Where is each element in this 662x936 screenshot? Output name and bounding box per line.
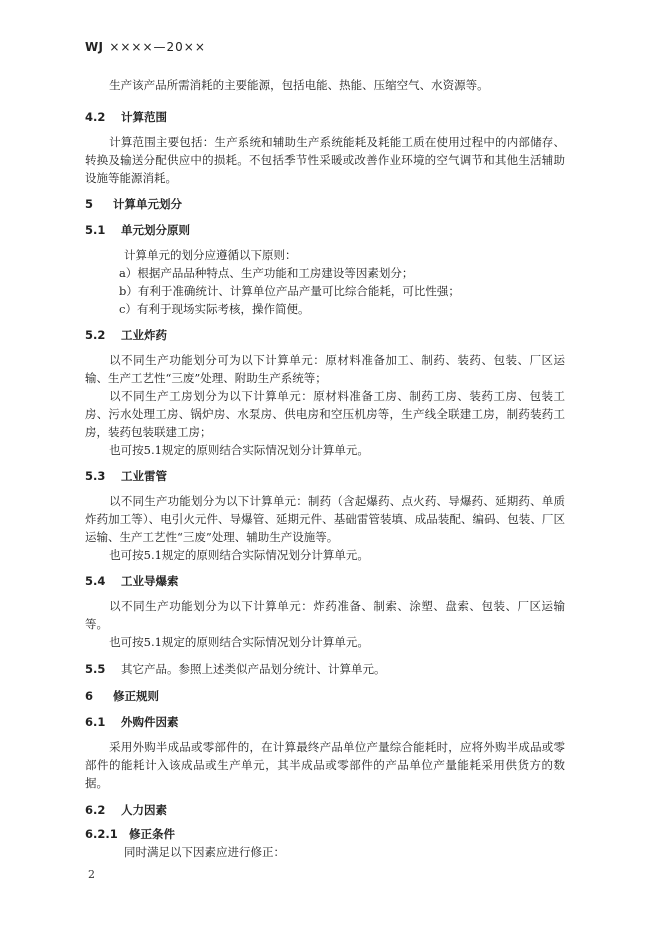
section-5-5 xyxy=(85,661,386,677)
paragraph-5-2-2: 以不同生产工房划分为以下计算单元：原材料准备工房、制药工房、装药工房、包装工房、污水处理工房、锅炉房、水泵房、供电房和空压机房等，生产线全联建工房，制药装药工房，装药包装联建工房； xyxy=(85,389,565,439)
heading-5-4 xyxy=(85,573,179,589)
heading-title: 人力因素 xyxy=(121,803,167,817)
paragraph-5-4-2: 也可按5.1规定的原则结合实际情况划分计算单元。 xyxy=(109,635,369,649)
standard-code: WJ xyxy=(85,40,104,54)
heading-title: 单元划分原则 xyxy=(121,223,190,237)
heading-number: 4.2 xyxy=(85,110,106,124)
paragraph-6-2-1: 同时满足以下因素应进行修正： xyxy=(124,845,285,859)
heading-title: 工业雷管 xyxy=(121,469,167,483)
paragraph-5-2-3: 也可按5.1规定的原则结合实际情况划分计算单元。 xyxy=(109,443,369,457)
paragraph-5-3-1: 以不同生产功能划分为以下计算单元：制药（含起爆药、点火药、导爆药、延期药、单质炸药加工等）、电引火元件、导爆管、延期元件、基础雷管装填、成品装配、编码、包装、厂区运输、生产工艺性“三废”处理、辅助生产设施等。 xyxy=(85,494,565,544)
heading-title: 工业导爆索 xyxy=(121,574,179,588)
heading-title: 修正条件 xyxy=(129,827,175,841)
heading-6-2 xyxy=(85,802,167,818)
heading-number: 5.5 xyxy=(85,662,106,676)
heading-5-1 xyxy=(85,222,190,238)
document-header xyxy=(85,40,206,54)
paragraph-5-1-intro: 计算单元的划分应遵循以下原则： xyxy=(124,248,297,262)
list-item-a: a）根据产品品种特点、生产功能和工房建设等因素划分； xyxy=(119,266,414,280)
heading-number: 5.4 xyxy=(85,574,106,588)
heading-6-2-1 xyxy=(85,826,175,842)
heading-title: 外购件因素 xyxy=(121,715,179,729)
heading-5-3 xyxy=(85,468,167,484)
heading-6-1 xyxy=(85,714,179,730)
intro-paragraph: 生产该产品所需消耗的主要能源，包括电能、热能、压缩空气、水资源等。 xyxy=(109,78,489,92)
heading-4-2 xyxy=(85,109,167,125)
list-item-b: b）有利于准确统计、计算单位产品产量可比综合能耗，可比性强； xyxy=(119,284,460,298)
heading-number: 6.1 xyxy=(85,715,106,729)
standard-number: ××××—20×× xyxy=(109,40,206,54)
paragraph-5-3-2: 也可按5.1规定的原则结合实际情况划分计算单元。 xyxy=(109,548,369,562)
heading-number: 5 xyxy=(85,197,94,211)
heading-number: 6 xyxy=(85,689,94,703)
heading-5-2 xyxy=(85,327,167,343)
paragraph-5-2-1: 以不同生产功能划分可为以下计算单元：原材料准备加工、制药、装药、包装、厂区运输、生产工艺性“三废”处理、附助生产系统等； xyxy=(85,353,565,385)
heading-title: 修正规则 xyxy=(113,689,159,703)
heading-title: 计算单元划分 xyxy=(113,197,182,211)
heading-number: 6.2.1 xyxy=(85,827,118,841)
heading-number: 6.2 xyxy=(85,803,106,817)
heading-number: 5.3 xyxy=(85,469,106,483)
paragraph-5-4-1: 以不同生产功能划分为以下计算单元：炸药准备、制索、涂塑、盘索、包装、厂区运输等。 xyxy=(85,599,565,631)
page-number: 2 xyxy=(88,868,95,881)
section-5-5-text: 其它产品。参照上述类似产品划分统计、计算单元。 xyxy=(121,662,386,676)
paragraph-6-1: 采用外购半成品或零部件的，在计算最终产品单位产量综合能耗时，应将外购半成品或零部件的能耗计入该成品或生产单元，其半成品或零部件的产品单位产量能耗采用供货方的数据。 xyxy=(85,740,565,790)
list-item-c: c）有利于现场实际考核，操作简便。 xyxy=(119,302,310,316)
heading-number: 5.2 xyxy=(85,328,106,342)
heading-number: 5.1 xyxy=(85,223,106,237)
paragraph-4-2: 计算范围主要包括：生产系统和辅助生产系统能耗及耗能工质在使用过程中的内部储存、转换及输送分配供应中的损耗。不包括季节性采暖或改善作业环境的空气调节和其他生活辅助设施等能源消耗。 xyxy=(85,135,565,185)
heading-title: 计算范围 xyxy=(121,110,167,124)
heading-title: 工业炸药 xyxy=(121,328,167,342)
heading-5 xyxy=(85,196,182,212)
heading-6 xyxy=(85,688,159,704)
